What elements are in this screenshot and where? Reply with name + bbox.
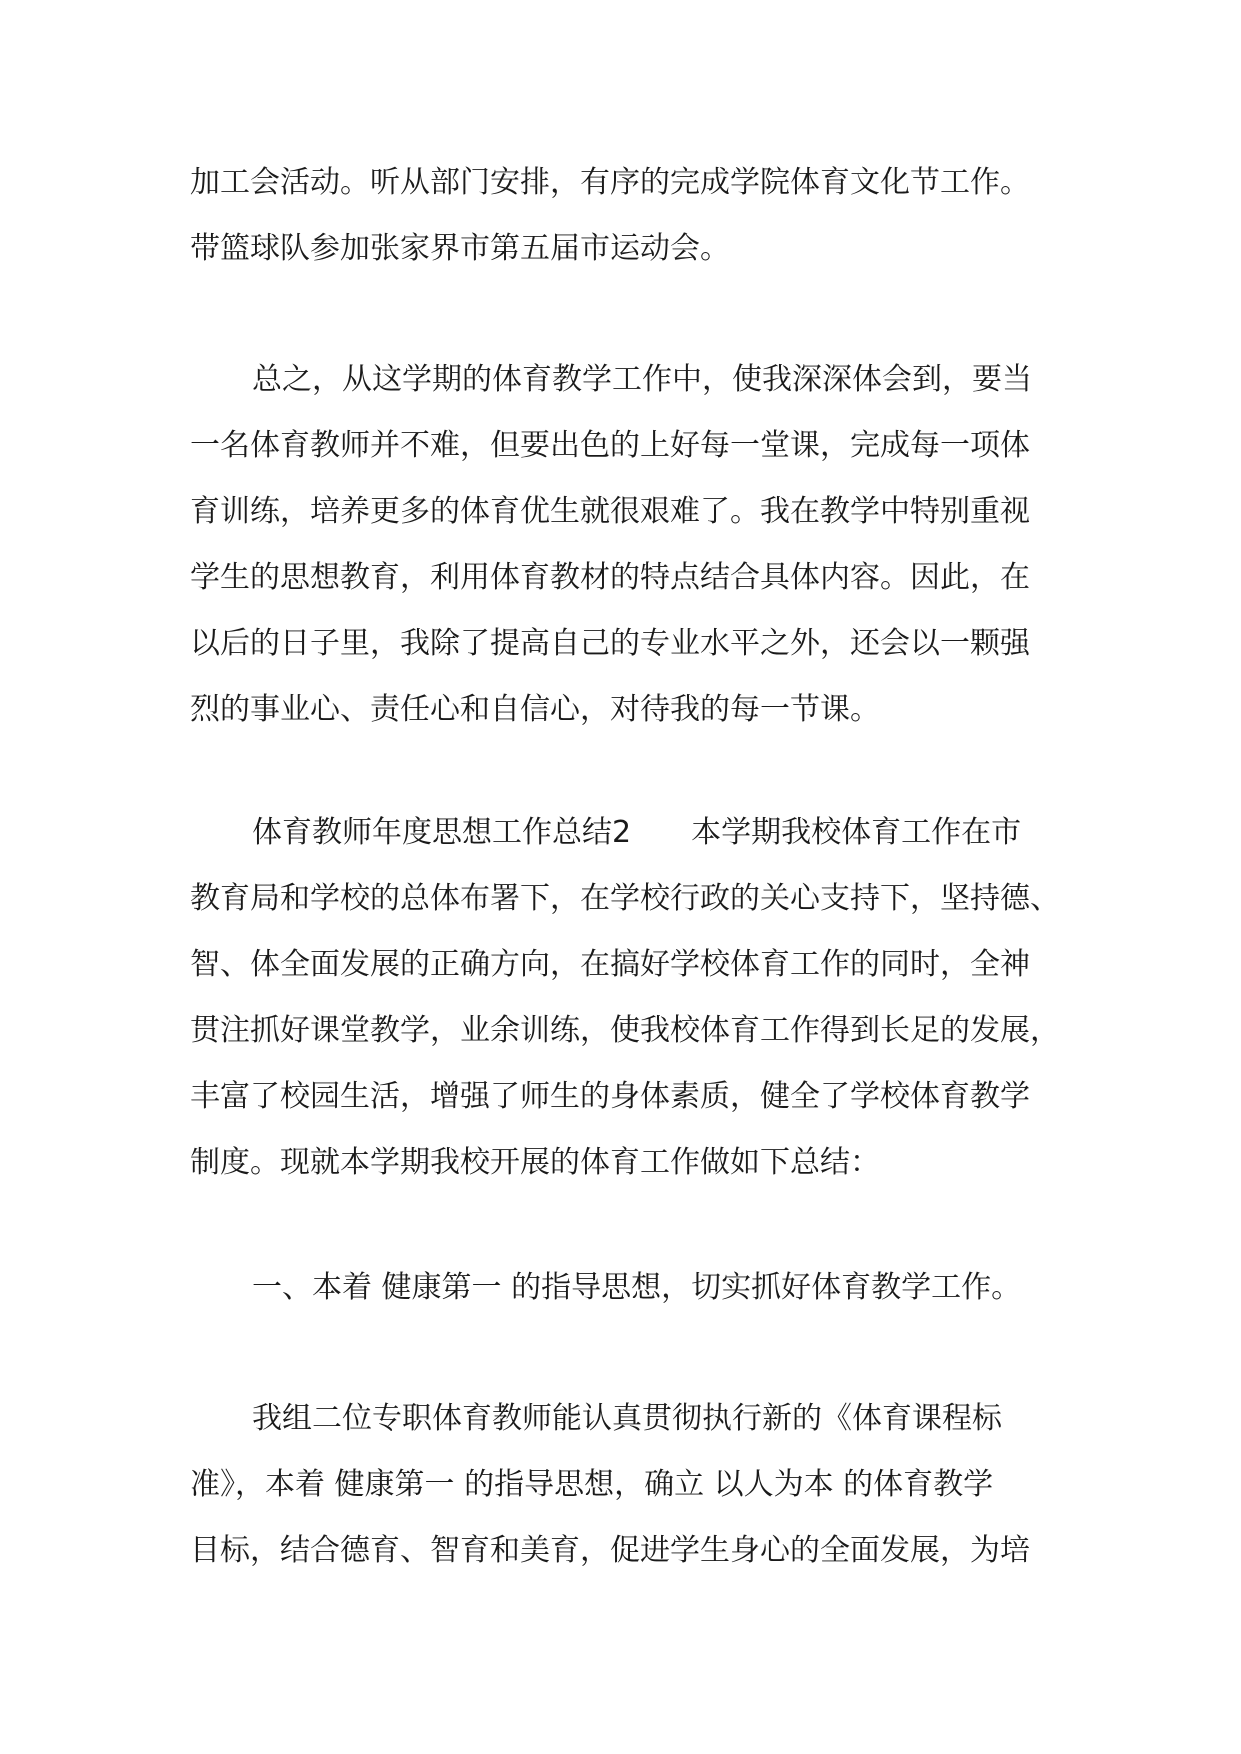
paragraph-4 [190, 1255, 1060, 1321]
text-line: 学生的思想教育，利用体育教材的特点结合具体内容。因此，在 [190, 560, 1030, 595]
text-line: 一名体育教师并不难，但要出色的上好每一堂课，完成每一项体 [190, 428, 1030, 463]
text-line: 智、体全面发展的正确方向，在搞好学校体育工作的同时，全神 [190, 947, 1030, 982]
text-line: 育训练，培养更多的体育优生就很艰难了。我在教学中特别重视 [190, 494, 1030, 529]
text-line: 加工会活动。听从部门安排，有序的完成学院体育文化节工作。 [190, 165, 1030, 200]
text-line: 贯注抓好课堂教学，业余训练，使我校体育工作得到长足的发展， [190, 1013, 1060, 1048]
text-line: 目标，结合德育、智育和美育，促进学生身心的全面发展，为培 [190, 1533, 1030, 1568]
text-line: 一、本着 健康第一 的指导思想，切实抓好体育教学工作。 [252, 1270, 1022, 1305]
text-line: 准》，本着 健康第一 的指导思想，确立 以人为本 的体育教学 [190, 1467, 994, 1502]
text-line: 总之，从这学期的体育教学工作中，使我深深体会到，要当 [252, 362, 1032, 397]
text-line: 制度。现就本学期我校开展的体育工作做如下总结： [190, 1145, 880, 1180]
text-line: 以后的日子里，我除了提高自己的专业水平之外，还会以一颗强 [190, 626, 1030, 661]
text-line: 体育教师年度思想工作总结2 本学期我校体育工作在市 [252, 815, 1022, 850]
text-line: 烈的事业心、责任心和自信心，对待我的每一节课。 [190, 692, 880, 727]
paragraph-3 [190, 800, 1060, 1196]
text-line: 丰富了校园生活，增强了师生的身体素质，健全了学校体育教学 [190, 1079, 1030, 1114]
paragraph-5 [190, 1386, 1060, 1584]
text-line: 教育局和学校的总体布署下，在学校行政的关心支持下，坚持德、 [190, 881, 1060, 916]
paragraph-1 [190, 150, 1060, 282]
text-line: 带篮球队参加张家界市第五届市运动会。 [190, 231, 730, 266]
text-line: 我组二位专职体育教师能认真贯彻执行新的《体育课程标 [252, 1401, 1002, 1436]
paragraph-2 [190, 347, 1060, 743]
